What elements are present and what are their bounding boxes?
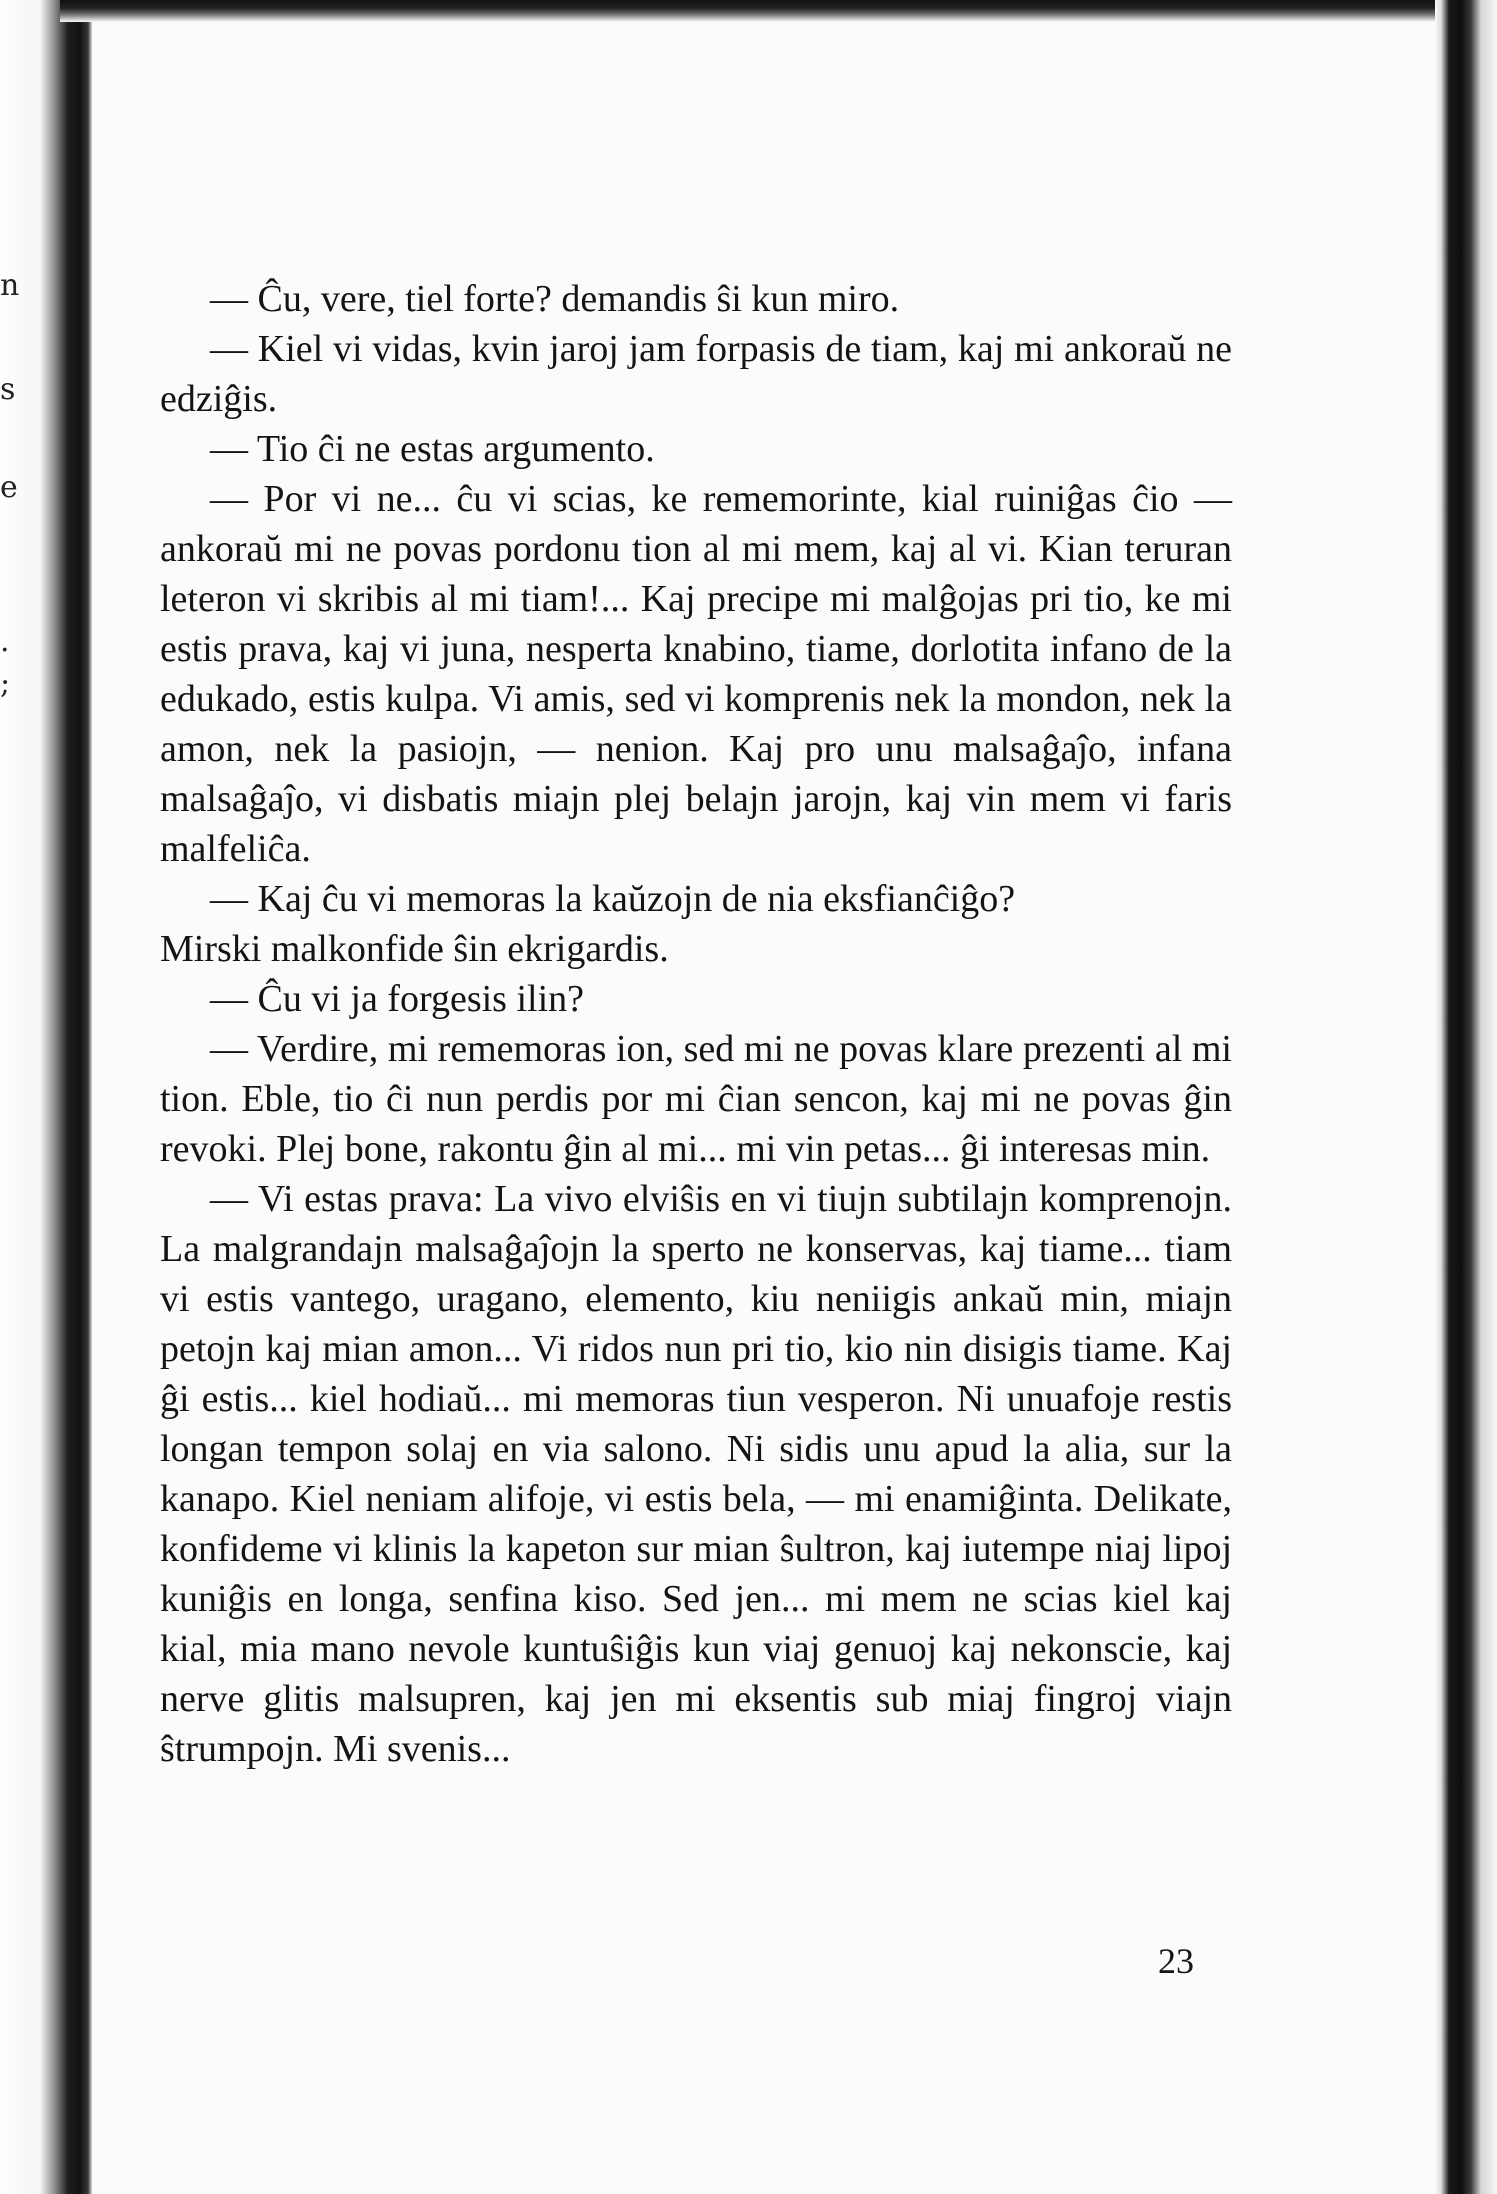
margin-fragment: ;: [0, 666, 11, 701]
paragraph: — Por vi ne... ĉu vi scias, ke rememorinte, kial ruiniĝas ĉio — ankoraŭ mi ne povas pordonu tion al mi mem, kaj al vi. Kian teruran leteron vi skribis al mi tiam!... Kaj precipe mi malĝojas pri tio, ke mi estis prava, kaj vi juna, nesperta knabino, tiame, dorlotita infano de la edukado, estis kulpa. Vi amis, sed vi komprenis nek la mondon, nek la amon, nek la pasiojn, — nenion. Kaj pro unu malsaĝaĵo, infana malsaĝaĵo, vi disbatis miajn plej belajn jarojn, kaj vin mem vi faris malfeliĉa.: [160, 478, 1232, 870]
paragraph: — Kaj ĉu vi memoras la kaŭzojn de nia eksfianĉiĝo?: [210, 878, 1016, 920]
margin-fragment: n: [0, 268, 20, 303]
paragraph: Mirski malkonfide ŝin ekrigardis.: [160, 928, 669, 970]
margin-fragment: s: [0, 372, 16, 407]
page-number: 23: [1158, 1941, 1194, 1981]
paragraph: — Vi estas prava: La vivo elviŝis en vi tiujn subtilajn komprenojn. La malgrandajn malsaĝaĵojn la sperto ne konservas, kaj tiame... tiam vi estis vantego, uragano, elemento, kiu neniigis ankaŭ min, miajn petojn kaj mian amon... Vi ridos nun pri tio, kio nin disigis tiame. Kaj ĝi estis... kiel hodiaŭ... mi memoras tiun vesperon. Ni unuafoje restis longan tempon solaj en via salono. Ni sidis unu apud la alia, sur la kanapo. Kiel neniam alifoje, vi estis bela, — mi enamiĝinta. Delikate, konfideme vi klinis la kapeton sur mian ŝultron, kaj iutempe niaj lipoj kuniĝis en longa, senfina kiso. Sed jen... mi mem ne scias kiel kaj kial, mia mano nevole kuntuŝiĝis kun viaj genuoj kaj nekonscie, kaj nerve glitis malsupren, kaj jen mi eksentis sub miaj fingroj viajn ŝtrumpojn. Mi svenis...: [160, 1178, 1232, 1770]
paragraph: — Ĉu, vere, tiel forte? demandis ŝi kun miro.: [210, 278, 900, 320]
top-page-edge: [60, 0, 1480, 22]
body-text: [160, 274, 1232, 1774]
paragraph: — Kiel vi vidas, kvin jaroj jam forpasis de tiam, kaj mi ankoraŭ ne edziĝis.: [160, 328, 1232, 420]
margin-fragment: e: [0, 470, 18, 505]
paragraph: — Tio ĉi ne estas argumento.: [210, 428, 655, 470]
left-binding-edge: [0, 0, 92, 2194]
right-binding-edge: [1435, 0, 1497, 2194]
margin-fragment: .: [0, 624, 10, 659]
paragraph: — Ĉu vi ja forgesis ilin?: [210, 978, 584, 1020]
paragraph: — Verdire, mi rememoras ion, sed mi ne povas klare prezenti al mi tion. Eble, tio ĉi nun perdis por mi ĉian sencon, kaj mi ne povas ĝin revoki. Plej bone, rakontu ĝin al mi... mi vin petas... ĝi interesas min.: [160, 1028, 1232, 1170]
